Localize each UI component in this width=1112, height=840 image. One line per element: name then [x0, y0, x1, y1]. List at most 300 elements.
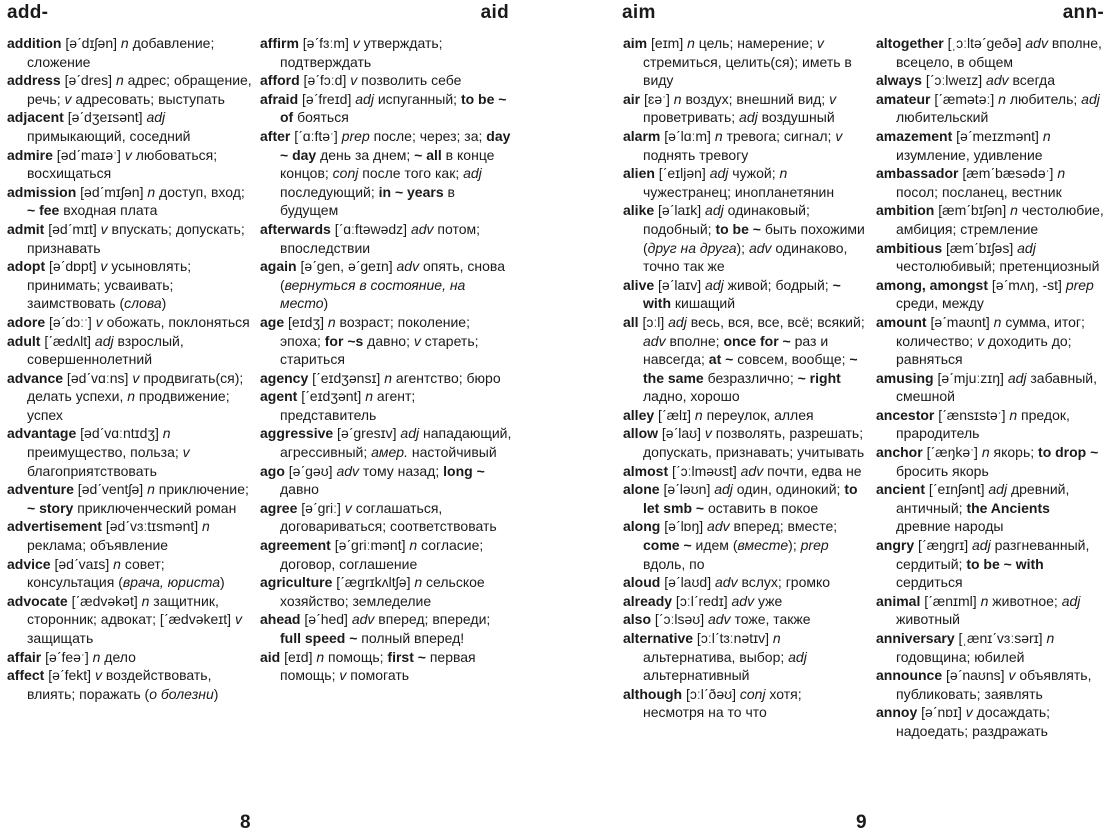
entry-label: n: [980, 592, 989, 609]
dictionary-entry: [260, 573, 514, 610]
entry-text: [ədˊmɪʃən]: [76, 183, 148, 200]
entry-text: [eɪdʒ]: [284, 313, 328, 330]
entry-text: вполне, всецело, в общем: [896, 35, 1102, 70]
entry-label: adv: [336, 462, 360, 479]
entry-term: to let smb ~: [643, 481, 858, 516]
entry-text: продвигать(ся); делать успехи,: [27, 369, 244, 405]
entry-label: adj: [705, 202, 724, 219]
entry-label: v: [704, 425, 712, 442]
entry-term: once for ~: [723, 332, 791, 349]
entry-text: переулок, аллея: [702, 406, 814, 423]
entry-label: n: [365, 388, 374, 405]
running-head-last: aid: [480, 2, 509, 23]
entry-text: [ˊægrɪkʌltʃə]: [332, 574, 415, 591]
entry-term: ~ all: [414, 146, 442, 163]
dictionary-entry: [623, 610, 865, 629]
entry-term: aim: [623, 35, 648, 51]
entry-text: ): [213, 685, 219, 702]
entry-label: n: [202, 518, 210, 535]
dictionary-entry: [876, 666, 1108, 703]
entry-term: anchor: [876, 444, 923, 461]
entry-text: стареть; стариться: [280, 332, 479, 368]
entry-text: [ˊædvəkət]: [67, 592, 142, 609]
entry-text: адрес; обращение, речь;: [27, 72, 252, 107]
entry-term: ~ right: [797, 369, 841, 386]
entry-label: prep: [800, 537, 829, 554]
entry-text: годовщина; юбилей: [896, 648, 1025, 665]
entry-text: чужестранец; инопланетянин: [643, 183, 835, 200]
dictionary-entry: [260, 71, 514, 90]
entry-text: древний, античный;: [896, 481, 1070, 516]
entry-label: v: [124, 146, 132, 163]
entry-text: [ɔːlˊðəʊ]: [682, 685, 740, 702]
entry-label: n: [981, 444, 990, 461]
entry-term: to be ~ of: [280, 90, 507, 126]
entry-term: alike: [623, 202, 655, 219]
entry-text: обожать, поклоняться: [102, 313, 250, 330]
entry-text: [əˊnaʊns]: [942, 667, 1009, 684]
entry-text: [ədˊmaɪəˑ]: [52, 146, 125, 163]
entry-term: come ~: [643, 537, 692, 554]
entry-text: опять, снова (: [280, 258, 506, 293]
entry-text: нападающий, агрессивный;: [280, 425, 512, 461]
entry-text: одинаково, точно так же: [643, 239, 848, 275]
entry-text: [əˊfeəˑ]: [41, 648, 93, 665]
entry-label: v: [977, 332, 985, 349]
entry-text: последующий;: [280, 183, 379, 200]
entry-term: allow: [623, 425, 659, 442]
entry-text: ): [323, 295, 329, 312]
entry-label: n: [1046, 630, 1055, 646]
entry-text: оставить в покое: [704, 499, 819, 516]
entry-text: [ədˊvaɪs]: [50, 555, 114, 572]
entry-label: adv: [748, 239, 772, 256]
entry-label: adv: [396, 258, 420, 275]
entry-label: v: [100, 258, 108, 275]
entry-text: [əˊlaʊ]: [658, 425, 705, 442]
entry-text: одинаковый; подобный;: [643, 202, 810, 237]
entry-label: n: [673, 90, 682, 107]
entry-term: long ~: [443, 462, 485, 479]
entry-text: воздушный: [757, 109, 835, 126]
entry-term: adult: [7, 332, 41, 349]
entry-term: ~ fee: [27, 202, 60, 219]
dictionary-entry: [260, 424, 514, 461]
entry-label: n: [120, 35, 129, 51]
entry-label: вместе: [737, 537, 789, 554]
entry-text: приключение;: [154, 481, 249, 498]
entry-text: [ədˊventʃə]: [73, 481, 148, 498]
dictionary-entry: [7, 71, 255, 108]
dictionary-entry: [876, 313, 1108, 369]
entry-label: adv: [643, 332, 666, 349]
entry-text: [əˊfreɪd]: [298, 90, 356, 107]
dictionary-entry: [7, 183, 255, 220]
entry-text: [æmˊbɪʃən]: [934, 202, 1011, 219]
entry-term: amount: [876, 313, 927, 330]
dictionary-entry: [876, 71, 1108, 90]
dictionary-entry: [260, 90, 514, 127]
entry-text: в будущем: [280, 183, 455, 219]
dictionary-entry: [260, 536, 514, 573]
dictionary-entry: [7, 332, 255, 369]
entry-term: affirm: [260, 35, 299, 51]
entry-text: тому назад;: [359, 462, 444, 479]
entry-term: among, amongst: [876, 276, 989, 293]
entry-text: первая помощь;: [280, 648, 476, 684]
dictionary-entry: [623, 90, 865, 127]
entry-term: first ~: [387, 648, 426, 665]
entry-text: ладно, хорошо: [643, 388, 740, 405]
entry-text: реклама; объявление: [27, 537, 169, 554]
entry-label: n: [772, 630, 781, 646]
dictionary-entry: [623, 424, 865, 461]
dictionary-entry: [260, 127, 514, 220]
entry-text: [əˊgəʊ]: [284, 462, 337, 479]
entry-text: [əˊlaɪk]: [654, 202, 706, 219]
entry-label: adj: [668, 313, 687, 330]
entry-text: [əˊfɔːd]: [299, 72, 351, 89]
dictionary-entry: [7, 648, 255, 667]
entry-text: [æmˊbæsədəˑ]: [958, 165, 1058, 182]
entry-text: бояться: [293, 109, 349, 126]
entry-text: [ˊænsɪstəˑ]: [934, 406, 1010, 423]
entry-term: anniversary: [876, 630, 955, 646]
entry-text: живой; бодрый;: [723, 276, 833, 293]
entry-label: adj: [739, 109, 758, 126]
entry-term: agency: [260, 369, 309, 386]
dictionary-entry: [7, 220, 255, 257]
entry-term: aggressive: [260, 425, 334, 442]
right-page: [556, 0, 1112, 840]
entry-text: помощь;: [324, 648, 388, 665]
entry-label: adj: [709, 165, 729, 182]
entry-text: разгневанный, сердитый;: [896, 537, 1090, 572]
entry-term: affect: [7, 667, 45, 684]
entry-term: alone: [623, 481, 660, 498]
entry-label: v: [350, 72, 358, 89]
entry-term: animal: [876, 592, 921, 609]
page-number: 8: [240, 812, 251, 833]
entry-text: агентство; бюро: [392, 369, 501, 386]
entry-label: adj: [146, 109, 166, 126]
entry-term: ago: [260, 462, 285, 479]
dictionary-entry: [7, 517, 255, 554]
entry-term: ~ with: [643, 276, 841, 312]
entry-term: ambassador: [876, 165, 959, 182]
entry-term: along: [623, 518, 661, 535]
entry-label: adj: [788, 648, 807, 665]
entry-text: стремиться, целить(ся); иметь в виду: [643, 53, 852, 89]
entry-text: вперед; впереди;: [374, 611, 491, 628]
entry-text: [əˊmaʊnt]: [926, 313, 994, 330]
entry-text: потом; впоследствии: [280, 220, 481, 256]
entry-term: adore: [7, 313, 46, 330]
entry-term: angry: [876, 537, 915, 554]
dictionary-entry: [260, 34, 514, 71]
entry-text: [ˊædʌlt]: [40, 332, 95, 349]
entry-label: v: [132, 369, 140, 386]
entry-term: altogether: [876, 35, 944, 51]
entry-label: adj: [714, 481, 733, 498]
entry-label: adv: [731, 592, 755, 609]
entry-text: [ˌɔːltəˊgeðə]: [943, 35, 1026, 51]
entry-term: all: [623, 313, 639, 330]
entry-text: поднять тревогу: [643, 146, 749, 163]
entry-label: adj: [463, 165, 482, 182]
entry-text: вдоль, по: [643, 555, 705, 572]
running-head-last: ann-: [1062, 2, 1104, 23]
entry-text: [əˊgriːmənt]: [330, 537, 410, 554]
dictionary-entry: [260, 610, 514, 647]
dictionary-entry: [876, 201, 1108, 238]
entry-text: [æmˊbɪʃəs]: [942, 239, 1018, 256]
entry-text: среди, между: [896, 295, 984, 312]
entry-label: n: [92, 648, 101, 665]
entry-term: addition: [7, 35, 62, 51]
entry-text: доходить до; равняться: [896, 332, 1072, 368]
entry-label: adv: [351, 611, 375, 628]
dictionary-entry: [876, 164, 1108, 201]
entry-text: [əˊdɔːˑ]: [45, 313, 96, 330]
entry-text: помогать: [346, 667, 410, 684]
entry-term: age: [260, 313, 285, 330]
entry-text: цель; намерение;: [694, 35, 817, 51]
entry-label: n: [147, 481, 155, 498]
entry-label: врача, юриста: [122, 574, 221, 591]
entry-label: v: [94, 667, 102, 684]
entry-text: проветривать;: [643, 109, 740, 126]
entry-label: adv: [986, 72, 1009, 89]
entry-text: безразлично;: [703, 369, 798, 386]
entry-label: n: [1009, 406, 1018, 423]
dictionary-entry: [7, 555, 255, 592]
entry-text: приключенческий роман: [73, 499, 237, 516]
dictionary-entry: [876, 369, 1108, 406]
entry-text: добавление; сложение: [27, 35, 215, 70]
entry-text: в конце концов;: [280, 146, 495, 182]
entry-text: );: [736, 239, 749, 256]
dictionary-entry: [7, 313, 255, 332]
entry-term: adjacent: [7, 109, 64, 126]
entry-text: [əˊnɒɪ]: [917, 704, 966, 721]
entry-text: [əˊfɜːm]: [298, 35, 353, 51]
entry-text: защищать: [27, 630, 94, 646]
dictionary-entry: [623, 34, 865, 90]
entry-text: [əˊdres]: [60, 72, 116, 89]
running-head-first: add-: [7, 2, 49, 23]
entry-text: [ˊɔːlweɪz]: [921, 72, 987, 89]
entry-term: agreement: [260, 537, 331, 554]
entry-text: утверждать; подтверждать: [280, 35, 443, 70]
entry-label: adj: [972, 537, 991, 554]
entry-text: хотя; несмотря на то что: [643, 685, 802, 721]
entry-label: друг на друга: [647, 239, 737, 256]
entry-text: объявлять, публиковать; заявлять: [896, 667, 1092, 702]
dictionary-column: [260, 34, 514, 685]
entry-text: идем (: [691, 537, 738, 554]
dictionary-entry: [623, 480, 865, 517]
entry-text: [əˊgen, əˊgeɪn]: [296, 258, 397, 275]
entry-term: aid: [260, 648, 281, 665]
entry-text: день за днем;: [316, 146, 415, 163]
entry-text: [ˌænɪˊvɜːsərɪ]: [954, 630, 1047, 646]
entry-label: adj: [1017, 239, 1036, 256]
entry-term: ahead: [260, 611, 301, 628]
entry-text: любитель;: [1005, 90, 1082, 107]
entry-text: [ˊæmətəː]: [930, 90, 999, 107]
entry-text: );: [788, 537, 801, 554]
entry-label: adj: [988, 481, 1008, 498]
entry-text: тревога; сигнал;: [722, 127, 836, 144]
entry-text: [ədˊvɜːtɪsmənt]: [101, 518, 203, 535]
entry-term: ambitious: [876, 239, 943, 256]
entry-text: после того как;: [358, 165, 464, 182]
entry-text: [əˊlɒŋ]: [660, 518, 708, 535]
entry-label: n: [316, 648, 325, 665]
entry-text: взрослый, совершеннолетний: [27, 332, 184, 368]
entry-label: вернуться в состояние, на место: [280, 276, 466, 312]
entry-text: [əˊlaɪv]: [654, 276, 706, 293]
entry-term: amusing: [876, 369, 934, 386]
entry-label: adv: [707, 518, 730, 535]
entry-term: afraid: [260, 90, 299, 107]
entry-text: любоваться; восхищаться: [27, 146, 218, 182]
entry-text: [əˊgresɪv]: [333, 425, 401, 442]
entry-text: после; через; за;: [369, 127, 487, 144]
dictionary-entry: [623, 462, 865, 481]
dictionary-entry: [623, 127, 865, 164]
entry-label: v: [95, 313, 103, 330]
entry-text: [əˊhed]: [300, 611, 352, 628]
entry-term: again: [260, 258, 297, 275]
entry-term: advance: [7, 369, 64, 386]
dictionary-entry: [7, 424, 255, 480]
entry-term: admission: [7, 183, 77, 200]
entry-label: adj: [94, 332, 114, 349]
entry-label: n: [384, 369, 393, 386]
dictionary-entry: [7, 146, 255, 183]
entry-label: n: [714, 127, 723, 144]
entry-text: быть похожими (: [643, 220, 865, 256]
dictionary-entry: [7, 480, 255, 517]
entry-text: весь, вся, все, всё; всякий;: [686, 313, 865, 330]
entry-term: afterwards: [260, 220, 331, 237]
entry-text: один, одинокий;: [732, 481, 845, 498]
entry-term: advice: [7, 555, 51, 572]
entry-label: слова: [124, 295, 162, 312]
entry-term: although: [623, 685, 683, 702]
entry-term: amateur: [876, 90, 931, 107]
entry-text: [ˊeɪdʒənsɪ]: [308, 369, 385, 386]
entry-label: adj: [400, 425, 420, 442]
entry-text: позволять, разрешать; допускать, признавать; учитывать: [643, 425, 865, 461]
entry-text: древние народы: [896, 518, 1004, 535]
entry-text: соглашаться, договариваться; соответствовать: [280, 499, 497, 535]
dictionary-entry: [260, 313, 514, 369]
dictionary-entry: [7, 369, 255, 425]
entry-text: [ɛəˑ]: [640, 90, 674, 107]
dictionary-entry: [623, 685, 865, 722]
entry-text: бросить якорь: [896, 462, 989, 479]
entry-label: n: [115, 72, 124, 89]
running-head-first: aim: [622, 2, 656, 23]
entry-label: амер.: [371, 444, 408, 461]
entry-label: conj: [332, 165, 359, 182]
entry-label: о болезни: [149, 685, 214, 702]
dictionary-entry: [876, 406, 1108, 443]
dictionary-column: [623, 34, 865, 722]
entry-label: n: [998, 90, 1006, 107]
entry-label: n: [993, 313, 1002, 330]
entry-label: n: [1057, 165, 1066, 182]
entry-term: day ~ day: [280, 127, 511, 163]
entry-text: уже: [754, 592, 783, 609]
entry-text: [ˊeɪnʃənt]: [925, 481, 989, 498]
entry-text: [ɔːlˊredɪ]: [672, 592, 732, 609]
entry-label: prep: [341, 127, 370, 144]
dictionary-entry: [876, 536, 1108, 592]
entry-label: adv: [740, 462, 764, 479]
entry-term: affair: [7, 648, 42, 665]
entry-text: [əˊlɑːm]: [660, 127, 715, 144]
entry-term: the Ancients: [966, 499, 1050, 516]
dictionary-entry: [876, 443, 1108, 480]
dictionary-entry: [623, 592, 865, 611]
entry-label: n: [687, 35, 695, 51]
entry-text: [ˊæŋgrɪ]: [914, 537, 973, 554]
dictionary-entry: [876, 276, 1108, 313]
entry-term: ~ story: [27, 499, 74, 516]
entry-text: давно: [280, 481, 319, 498]
dictionary-entry: [7, 592, 255, 648]
entry-label: adj: [355, 90, 374, 107]
entry-term: alive: [623, 276, 655, 293]
entry-label: n: [414, 574, 423, 591]
entry-term: amazement: [876, 127, 953, 144]
entry-text: доступ, вход;: [155, 183, 245, 200]
dictionary-entry: [260, 257, 514, 313]
entry-term: annoy: [876, 704, 918, 721]
entry-text: примыкающий, соседний: [27, 127, 191, 144]
entry-text: вслух; громко: [737, 574, 831, 591]
dictionary-column: [7, 34, 255, 703]
entry-term: alternative: [623, 630, 694, 646]
dictionary-entry: [260, 387, 514, 424]
entry-term: announce: [876, 667, 943, 684]
entry-label: adv: [715, 574, 738, 591]
entry-term: ~ the same: [643, 351, 858, 386]
entry-text: [əˊmjuːzɪŋ]: [933, 369, 1008, 386]
dictionary-entry: [876, 34, 1108, 71]
entry-text: [əˊdɪʃən]: [61, 35, 121, 51]
entry-text: честолюбие, амбиция; стремление: [896, 202, 1104, 237]
dictionary-column: [876, 34, 1108, 741]
entry-term: also: [623, 611, 652, 628]
entry-label: v: [829, 90, 837, 107]
dictionary-entry: [876, 90, 1108, 127]
dictionary-entry: [623, 629, 865, 685]
dictionary-entry: [876, 629, 1108, 666]
entry-text: адресовать; выступать: [71, 90, 225, 107]
entry-label: v: [64, 90, 72, 107]
entry-text: [eɪd]: [280, 648, 317, 665]
entry-text: [ˊɔːlməʊst]: [668, 462, 741, 479]
entry-term: in ~ years: [378, 183, 444, 200]
dictionary-entry: [623, 276, 865, 313]
dictionary-entry: [623, 313, 865, 406]
entry-term: ancestor: [876, 406, 935, 423]
